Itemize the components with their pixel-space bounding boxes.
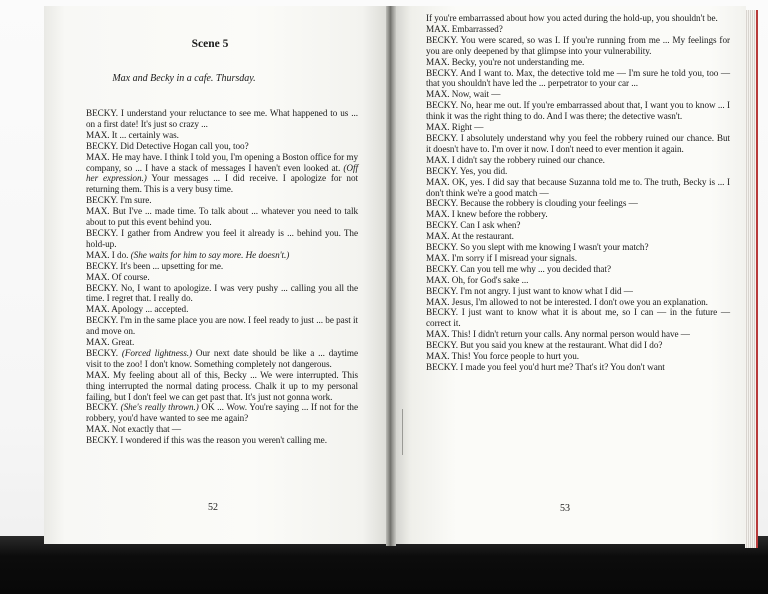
- line-text: No, hear me out. If you're embarrassed about that, I want you to know ... I think it was the right thing to do. And I was there; the detective wasn't.: [426, 100, 731, 122]
- dialogue-line: [86, 206, 358, 228]
- speaker-name: BECKY.: [426, 362, 458, 372]
- speaker-name: MAX.: [426, 56, 450, 67]
- left-page-dialogue: [86, 108, 358, 446]
- inline-stage-direction: (She's really thrown.): [120, 402, 199, 413]
- line-text: Yes, you did.: [459, 165, 508, 176]
- line-text: Oh, for God's sake ...: [451, 274, 529, 285]
- dialogue-line: [86, 337, 358, 348]
- speaker-name: BECKY.: [426, 132, 458, 143]
- speaker-name: BECKY.: [86, 108, 118, 118]
- speaker-name: BECKY.: [86, 347, 118, 358]
- line-text: Jesus, I'm allowed to not be interested. I don't owe you an explanation.: [451, 296, 708, 307]
- line-text: Not exactly that —: [111, 424, 182, 435]
- inline-stage-direction: (Forced lightness.): [121, 347, 193, 358]
- speaker-name: MAX.: [426, 296, 450, 307]
- dialogue-line: [426, 24, 730, 35]
- line-text: This! I didn't return your calls. Any normal person would have —: [451, 329, 690, 340]
- dialogue-line: [86, 141, 358, 152]
- dialogue-line: [86, 195, 358, 206]
- speaker-name: BECKY.: [426, 67, 458, 78]
- book-gutter: [386, 6, 396, 546]
- page-number-left: 52: [208, 502, 218, 513]
- line-text: I knew before the robbery.: [451, 209, 548, 220]
- speaker-name: BECKY.: [426, 340, 458, 351]
- line-text: I didn't say the robbery ruined our chance.: [451, 154, 605, 165]
- line-text: Can I ask when?: [460, 220, 521, 231]
- dialogue-line: [426, 242, 730, 253]
- speaker-name: MAX.: [426, 274, 450, 285]
- dialogue-line: [426, 286, 730, 297]
- speaker-name: MAX.: [426, 89, 450, 100]
- speaker-name: BECKY.: [426, 220, 458, 231]
- dialogue-line: [426, 307, 730, 329]
- line-text: I understand your reluctance to see me. What happened to us ... on a first date! It's just so crazy ...: [86, 108, 359, 129]
- speaker-name: MAX.: [426, 351, 450, 362]
- speaker-name: MAX.: [426, 122, 450, 133]
- dialogue-line: [86, 283, 358, 305]
- speaker-name: MAX.: [86, 249, 110, 260]
- speaker-name: BECKY.: [426, 165, 458, 176]
- dialogue-line: [426, 68, 730, 90]
- line-text: Right —: [451, 122, 484, 133]
- dialogue-line: [86, 370, 358, 403]
- dialogue-line: [86, 435, 358, 446]
- speaker-name: MAX.: [86, 369, 110, 380]
- speaker-name: BECKY.: [426, 198, 458, 209]
- line-text: If you're embarrassed about how you acted during the hold-up, you shouldn't be.: [426, 13, 718, 23]
- dialogue-line: [426, 166, 730, 177]
- line-text: Apology ... accepted.: [111, 304, 189, 315]
- dialogue-line: [86, 272, 358, 283]
- dialogue-line: [426, 35, 730, 57]
- dialogue-line: [426, 231, 730, 242]
- dialogue-line: [426, 220, 730, 231]
- line-text: You were scared, so was I. If you're running from me ... My feelings for you are only deepened by that glimpse into your vulnerability.: [426, 34, 730, 56]
- dialogue-line: [86, 130, 358, 141]
- stage-direction: Max and Becky in a cafe. Thursday.: [112, 73, 256, 84]
- scene-title: Scene 5: [191, 38, 229, 50]
- dialogue-line: [426, 177, 730, 199]
- speaker-name: BECKY.: [86, 195, 118, 206]
- line-text: Becky, you're not understanding me.: [451, 56, 585, 67]
- speaker-name: MAX.: [426, 252, 450, 263]
- dialogue-line: [426, 57, 730, 68]
- line-text: But you said you knew at the restaurant. What did I do?: [460, 340, 663, 351]
- line-text: It ... certainly was.: [111, 129, 179, 140]
- dialogue-line: [86, 424, 358, 435]
- line-text: I'm sure.: [120, 195, 152, 206]
- line-text-continued: Your messages ... I did receive. I apologize for not returning them. This is a very busy time.: [86, 173, 358, 195]
- dialogue-line: [86, 304, 358, 315]
- page-edges: [745, 10, 758, 548]
- line-text: I absolutely understand why you feel the robbery ruined our chance. But it doesn't have to. I'm over it now. I don't need to ever mention it again.: [426, 132, 731, 154]
- line-text: I do.: [111, 249, 129, 260]
- dialogue-line: [86, 152, 358, 196]
- speaker-name: BECKY.: [86, 435, 118, 446]
- line-text: I'm sorry if I misread your signals.: [451, 252, 577, 263]
- speaker-name: MAX.: [86, 337, 110, 348]
- inline-stage-direction: (Off her expression.): [86, 162, 358, 184]
- dialogue-line: [426, 122, 730, 133]
- line-text: Now, wait —: [451, 89, 501, 100]
- speaker-name: BECKY.: [426, 242, 458, 253]
- speaker-name: MAX.: [426, 231, 450, 242]
- dialogue-line: [426, 209, 730, 220]
- line-text: At the restaurant.: [451, 231, 514, 242]
- line-text: It's been ... upsetting for me.: [120, 260, 224, 271]
- speaker-name: MAX.: [86, 271, 110, 282]
- dialogue-line: [426, 13, 730, 24]
- dialogue-line: [426, 198, 730, 209]
- dialogue-line: [86, 402, 358, 424]
- line-text: Can you tell me why ... you decided that?: [460, 263, 611, 274]
- line-text: Great.: [111, 337, 135, 348]
- dialogue-line: [426, 264, 730, 275]
- dialogue-line: [426, 351, 730, 362]
- dialogue-line: [426, 297, 730, 308]
- dialogue-line: [86, 315, 358, 337]
- dialogue-line: [426, 89, 730, 100]
- scanner-shadow: [0, 536, 768, 594]
- dialogue-line: [86, 261, 358, 272]
- speaker-name: BECKY.: [86, 227, 118, 238]
- inline-stage-direction: (She waits for him to say more. He doesn't.): [130, 249, 290, 260]
- page-number-right: 53: [560, 503, 570, 514]
- dialogue-line: [426, 100, 730, 122]
- speaker-name: BECKY.: [86, 402, 118, 413]
- dialogue-line: [86, 250, 358, 261]
- dialogue-line: [426, 133, 730, 155]
- line-text: Because the robbery is clouding your feelings —: [460, 198, 638, 209]
- line-text: Embarrassed?: [451, 23, 503, 34]
- dialogue-line: [426, 275, 730, 286]
- line-text: I wondered if this was the reason you weren't calling me.: [120, 435, 327, 446]
- speaker-name: BECKY.: [86, 282, 118, 293]
- line-text: I made you feel you'd hurt me? That's it? You don't want: [460, 362, 665, 372]
- line-text: Of course.: [111, 271, 150, 282]
- dialogue-line: [426, 329, 730, 340]
- dialogue-line: [86, 348, 358, 370]
- speaker-name: MAX.: [426, 23, 450, 34]
- line-text: Did Detective Hogan call you, too?: [120, 140, 249, 151]
- dialogue-line: [426, 155, 730, 166]
- dialogue-line: [86, 228, 358, 250]
- right-page-dialogue: [426, 13, 730, 373]
- dialogue-line: [426, 340, 730, 351]
- speaker-name: MAX.: [86, 129, 110, 140]
- line-text: No, I want to apologize. I was very pushy ... calling you all the time. I regret that. I really do.: [86, 282, 358, 304]
- line-text: And I want to. Max, the detective told me — I'm sure he told you, too — that you shouldn't have led the ... perpetrator to your car ...: [426, 67, 730, 89]
- line-text-continued: Our next date should be like a ... daytime visit to the zoo! I don't know. Something completely not dangerous.: [86, 347, 358, 369]
- dialogue-line: [86, 108, 358, 130]
- speaker-name: BECKY.: [426, 34, 458, 45]
- speaker-name: MAX.: [426, 154, 450, 165]
- speaker-name: BECKY.: [86, 260, 118, 271]
- speaker-name: MAX.: [86, 424, 110, 435]
- line-text: OK, yes. I did say that because Suzanna told me to. The truth, Becky is ... I don't think we're a good match —: [426, 176, 730, 198]
- speaker-name: BECKY.: [86, 315, 118, 326]
- line-text: I'm in the same place you are now. I feel ready to just ... be past it and move on.: [86, 315, 358, 337]
- speaker-name: MAX.: [426, 209, 450, 220]
- line-text: This! You force people to hurt you.: [451, 351, 580, 362]
- dialogue-line: [426, 362, 730, 373]
- line-text: I gather from Andrew you feel it already is ... behind you. The hold-up.: [86, 227, 359, 249]
- speaker-name: BECKY.: [426, 285, 458, 296]
- margin-mark: [402, 409, 403, 455]
- line-text: I'm not angry. I just want to know what I did —: [460, 285, 633, 296]
- speaker-name: BECKY.: [426, 263, 458, 274]
- line-text: My feeling about all of this, Becky ... We were interrupted. This thing interrupted the normal dating process. Chalk it up to my personal failing, but I don't feel we can get past that. It's just not gonna work.: [86, 369, 358, 402]
- speaker-name: BECKY.: [426, 100, 458, 111]
- line-text: I just want to know what it is about me, so I can — in the future — correct it.: [426, 307, 731, 329]
- speaker-name: MAX.: [86, 206, 110, 217]
- line-text-continued: OK ... Wow. You're saying ... If not for the robbery, you'd have wanted to see me again?: [86, 402, 358, 424]
- dialogue-line: [426, 253, 730, 264]
- speaker-name: MAX.: [426, 176, 450, 187]
- line-text: But I've ... made time. To talk about ... whatever you need to talk about to put this event behind you.: [86, 206, 359, 228]
- speaker-name: MAX.: [426, 329, 450, 340]
- speaker-name: MAX.: [86, 151, 110, 162]
- line-text: So you slept with me knowing I wasn't your match?: [460, 242, 649, 253]
- line-text: He may have. I think I told you, I'm opening a Boston office for my company, so ... I have a stack of messages I haven't even looked at.: [86, 151, 359, 173]
- speaker-name: BECKY.: [426, 307, 458, 318]
- speaker-name: MAX.: [86, 304, 110, 315]
- speaker-name: BECKY.: [86, 140, 118, 151]
